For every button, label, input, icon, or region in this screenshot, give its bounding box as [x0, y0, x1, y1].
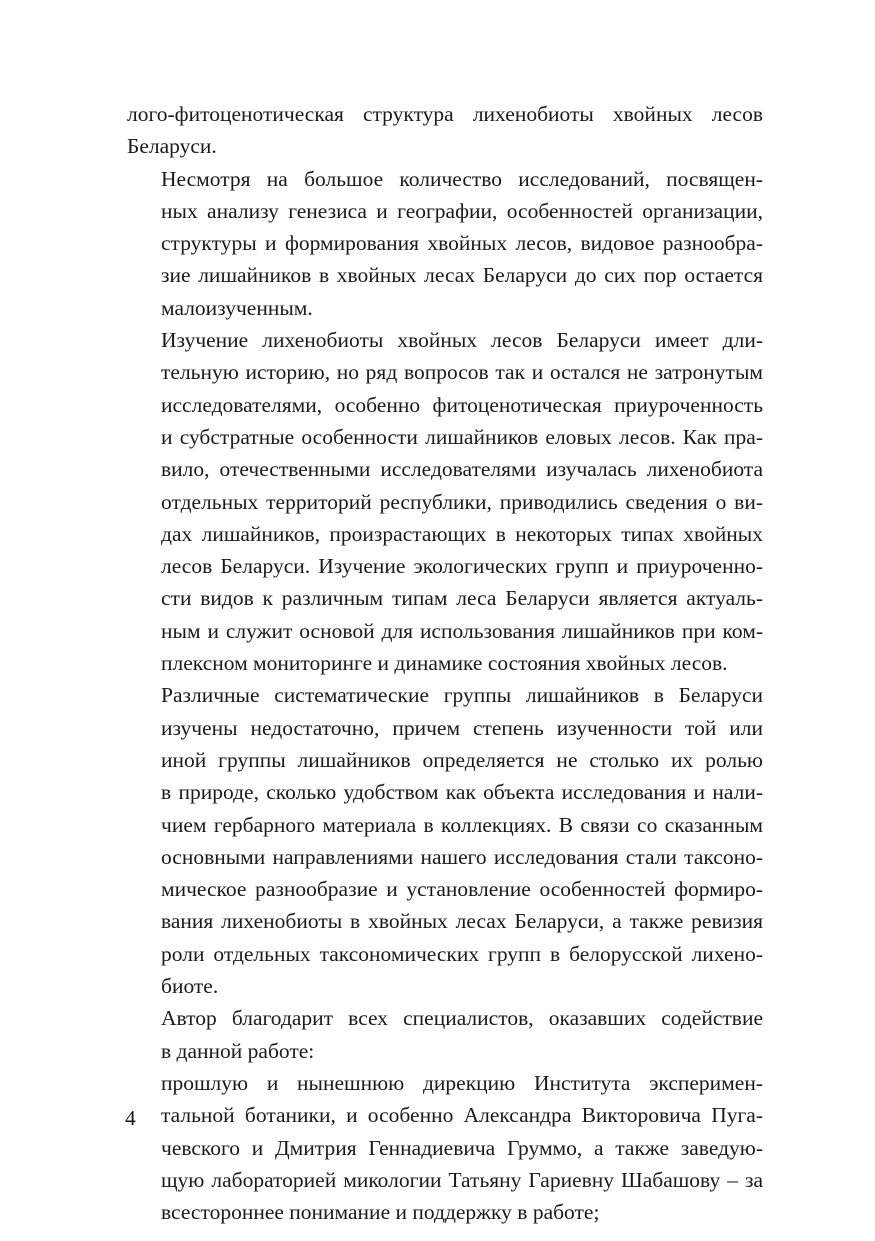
paragraph [127, 1067, 763, 1228]
text-line: всестороннее понимание и поддержку в работе; [161, 1200, 600, 1225]
text-line: Различные систематические группы лишайников в Беларуси [161, 683, 763, 708]
paragraph [127, 1002, 763, 1067]
text-line: тальной ботаники, и особенно Александра Викторовича Пуга- [161, 1103, 763, 1128]
text-line: лесов Беларуси. Изучение экологических групп и приуроченно- [161, 554, 763, 579]
text-line: отдельных территорий республики, приводились сведения о ви- [161, 489, 763, 514]
text-line: прошлую и нынешнюю дирекцию Института эксперимен- [161, 1070, 763, 1095]
text-line: тельную историю, но ряд вопросов так и остался не затронутым [161, 360, 763, 385]
text-line: структуры и формирования хвойных лесов, видовое разнообра- [161, 231, 763, 256]
paragraph [127, 98, 763, 163]
text-line: в природе, сколько удобством как объекта исследования и нали- [161, 780, 763, 805]
text-line: вания лихенобиоты в хвойных лесах Беларуси, а также ревизия [161, 909, 763, 934]
text-line: биоте. [161, 974, 219, 999]
text-line: дах лишайников, произрастающих в некоторых типах хвойных [161, 521, 763, 546]
text-line: сти видов к различным типам леса Беларуси является актуаль- [161, 586, 763, 611]
text-line: Несмотря на большое количество исследований, посвящен- [161, 166, 763, 191]
text-line: Беларуси. [127, 134, 217, 159]
paragraph [127, 324, 763, 679]
text-line: лого-фитоценотическая структура лихенобиоты хвойных лесов [127, 102, 763, 126]
text-line: в данной работе: [161, 1038, 315, 1063]
text-line: роли отдельных таксономических групп в белорусской лихено- [161, 941, 763, 966]
text-line: и субстратные особенности лишайников еловых лесов. Как пра- [161, 424, 763, 449]
body-text [127, 98, 763, 1228]
text-line: чием гербарного материала в коллекциях. В связи со сказанным [161, 812, 763, 837]
text-line: зие лишайников в хвойных лесах Беларуси до сих пор остается [161, 263, 763, 288]
text-line: Изучение лихенобиоты хвойных лесов Беларуси имеет дли- [161, 328, 763, 353]
text-line: изучены недостаточно, причем степень изученности той или [161, 715, 763, 740]
text-line: ным и служит основой для использования лишайников при ком- [161, 618, 763, 643]
paragraph [127, 163, 763, 324]
text-line: иной группы лишайников определяется не столько их ролью [161, 747, 763, 772]
text-line: Автор благодарит всех специалистов, оказавших содействие [161, 1006, 763, 1031]
text-line: вило, отечественными исследователями изучалась лихенобиота [161, 457, 763, 482]
text-line: щую лабораторией микологии Татьяну Гариевну Шабашову – за [161, 1167, 763, 1192]
text-line: мическое разнообразие и установление особенностей формиро- [161, 877, 763, 902]
paragraph [127, 679, 763, 1002]
text-line: основными направлениями нашего исследования стали таксоно- [161, 844, 763, 869]
text-line: чевского и Дмитрия Геннадиевича Груммо, а также заведую- [161, 1135, 763, 1160]
text-line: исследователями, особенно фитоценотическая приуроченность [161, 392, 763, 417]
page-number: 4 [125, 1106, 136, 1130]
text-line: плексном мониторинге и динамике состояния хвойных лесов. [161, 651, 728, 676]
text-line: малоизученным. [161, 295, 313, 320]
text-line: ных анализу генезиса и географии, особенностей организации, [161, 198, 763, 223]
